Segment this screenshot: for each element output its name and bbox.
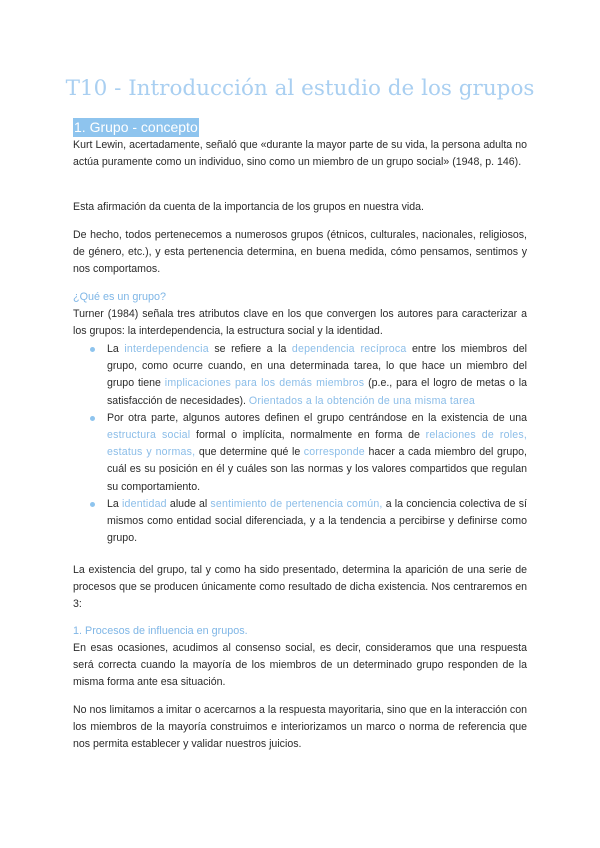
paragraph-lewin: Kurt Lewin, acertadamente, señaló que «durante la mayor parte de su vida, la persona adulta no actúa puramente como un individuo, sino como un miembro de un grupo social» (1948, p. 146).: [73, 139, 527, 169]
bullet-icon: [90, 347, 95, 352]
paragraph-belonging: De hecho, todos pertenecemos a numerosos grupos (étnicos, culturales, nacionales, religiosos, de género, etc.), y esta pertenencia determina, en buena medida, cómo pensamos, sentimos y nos comportamos.: [73, 229, 527, 276]
bullet-icon: [90, 502, 95, 507]
list-item-interdependence: La interdependencia se refiere a la dependencia recíproca entre los miembros del grupo, como ocurre cuando, en una determinada tarea, lo que hace un miembro del grupo tiene implicaciones para los demás miembros (p.e., para el logro de metas o la satisfacción de necesidades). Orientados a la obtención de una misma tarea: [73, 341, 527, 410]
bullet-icon: [90, 416, 95, 421]
highlight-term: relaciones de roles, estatus y normas,: [107, 429, 528, 459]
highlight-term: implicaciones para los demás miembros: [164, 377, 365, 390]
paragraph-norm: No nos limitamos a imitar o acercarnos a la respuesta mayoritaria, sino que en la interacción con los miembros de la mayoría construimos e interiorizamos un marco o norma de referencia que nos permita establecer y validar nuestros juicios.: [73, 704, 527, 751]
highlight-term: identidad: [121, 497, 167, 510]
attributes-list: [73, 341, 527, 547]
subheading-influence: 1. Procesos de influencia en grupos.: [73, 625, 248, 637]
list-item-structure: Por otra parte, algunos autores definen el grupo centrándose en la existencia de una estructura social formal o implícita, normalmente en forma de relaciones de roles, estatus y normas, que determine qué le corresponde hacer a cada miembro del grupo, cuál es su posición en él y cuáles son las normas y los valores compartidos que regulan su comportamiento.: [73, 410, 527, 496]
paragraph-turner: Turner (1984) señala tres atributos clave en los que convergen los autores para caracterizar a los grupos: la interdependencia, la estructura social y la identidad.: [73, 308, 527, 338]
paragraph-importance: Esta afirmación da cuenta de la importancia de los grupos en nuestra vida.: [73, 201, 424, 213]
highlight-term: estructura social: [107, 429, 191, 442]
highlight-term: sentimiento de pertenencia común,: [210, 497, 383, 510]
highlight-term: dependencia recíproca: [291, 343, 407, 355]
subheading-what-is-group: ¿Qué es un grupo?: [73, 291, 167, 303]
highlight-term: interdependencia: [124, 343, 209, 355]
paragraph-processes: La existencia del grupo, tal y como ha sido presentado, determina la aparición de una serie de procesos que se producen únicamente como resultado de dicha existencia. Nos centraremos en 3:: [73, 564, 527, 611]
page-title: T10 - Introducción al estudio de los grupos: [65, 76, 535, 101]
section-heading: 1. Grupo - concepto: [74, 119, 198, 135]
list-item-identity: La identidad alude al sentimiento de pertenencia común, a la conciencia colectiva de sí mismos como entidad social diferenciada, y a la tendencia a percibirse y definirse como grupo.: [73, 496, 527, 548]
highlight-term: Orientados a la obtención de una misma tarea: [248, 394, 476, 407]
paragraph-consensus: En esas ocasiones, acudimos al consenso social, es decir, consideramos que una respuesta será correcta cuando la mayoría de los miembros de un determinado grupo responden de la misma forma ante esa situación.: [73, 642, 527, 689]
highlight-term: corresponde: [303, 446, 365, 459]
